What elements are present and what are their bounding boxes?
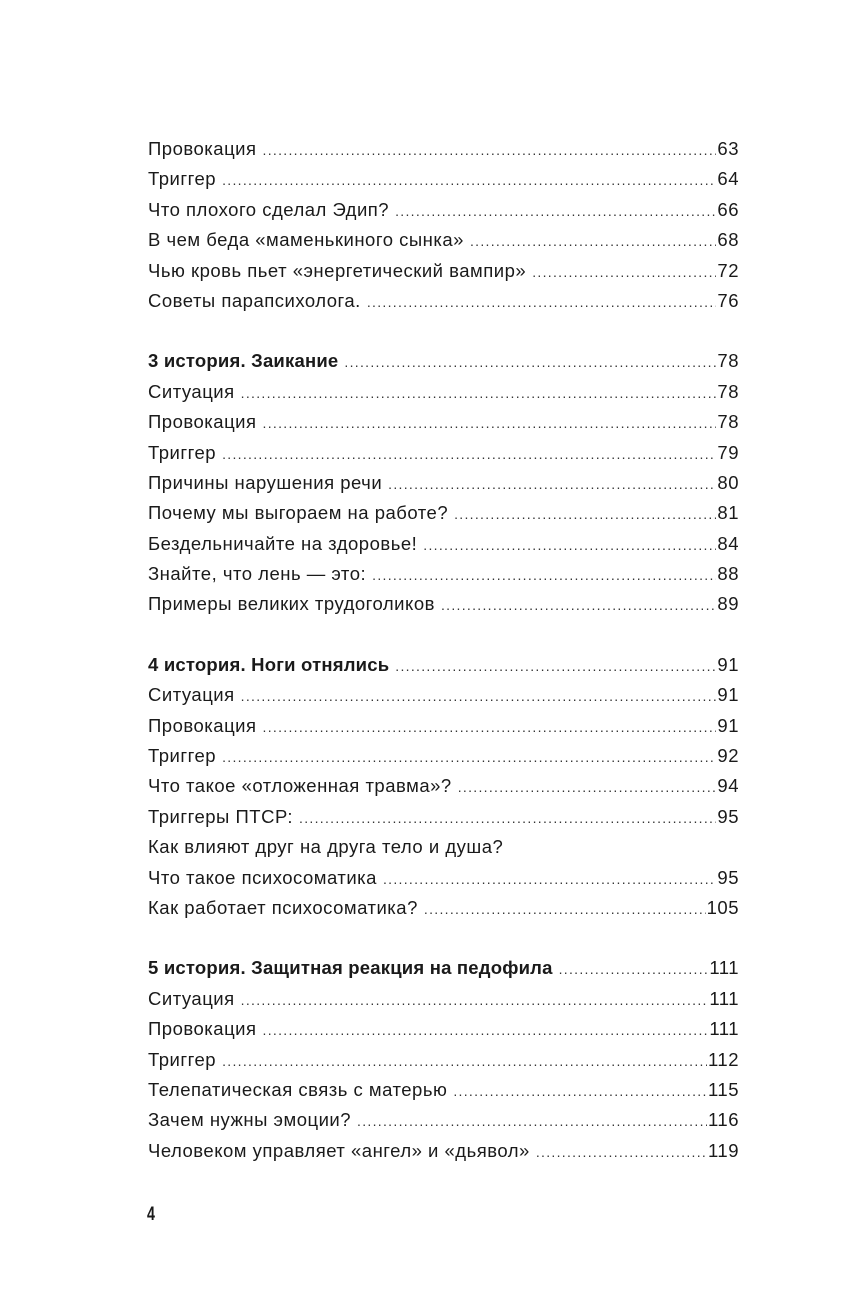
dot-leader [395, 651, 716, 681]
toc-entry-page: 116 [708, 1109, 739, 1131]
toc-entry-title: Ситуация [148, 380, 235, 402]
toc-entry [148, 1075, 739, 1105]
dot-leader [299, 803, 716, 833]
toc-entry-page: 81 [717, 502, 739, 524]
dot-leader [424, 894, 706, 924]
dot-leader [470, 226, 716, 256]
toc-entry-page: 112 [708, 1048, 739, 1070]
dot-leader [458, 772, 717, 802]
toc-heading-title: 3 история. Заикание [148, 350, 339, 372]
toc-entry-title: Знайте, что лень — это: [148, 563, 367, 585]
toc-entry-title: Как работает психосоматика? [148, 896, 418, 918]
toc-group [148, 134, 739, 316]
toc-entry-page: 76 [717, 289, 739, 311]
toc-entry [148, 802, 739, 832]
toc-entry-title: В чем беда «маменькиного сынка» [148, 229, 464, 251]
dot-leader [241, 681, 717, 711]
toc-entry-title: Ситуация [148, 684, 235, 706]
toc-entry [148, 498, 739, 528]
toc-entry-title: Что такое психосоматика [148, 866, 377, 888]
toc-entry-title: Зачем нужны эмоции? [148, 1109, 352, 1131]
dot-leader [383, 864, 716, 894]
toc-entry-page: 66 [717, 198, 739, 220]
dot-leader [559, 954, 709, 984]
dot-leader [263, 135, 717, 165]
toc-entry-page: 105 [706, 896, 739, 918]
toc-entry [148, 1105, 739, 1135]
toc-entry-page: 94 [717, 775, 739, 797]
toc-entry [148, 468, 739, 498]
toc-heading-title: 4 история. Ноги отнялись [148, 653, 390, 675]
toc-entry-page: 95 [717, 805, 739, 827]
toc-entry-title: Триггер [148, 745, 217, 767]
toc-entry [148, 164, 739, 194]
toc-chapter-heading [148, 953, 739, 983]
dot-leader [536, 1137, 707, 1167]
toc-entry-title: Как влияют друг на друга тело и душа? [148, 836, 504, 858]
dot-leader [241, 378, 717, 408]
toc-entry-title: Что такое «отложенная травма»? [148, 775, 452, 797]
toc-entry-title: Причины нарушения речи [148, 471, 383, 493]
toc-entry [148, 893, 739, 923]
toc-entry-page: 111 [709, 987, 739, 1009]
toc-entry [148, 134, 739, 164]
toc-entry [148, 741, 739, 771]
dot-leader [532, 257, 716, 287]
toc-entry [148, 1136, 739, 1166]
toc-entry [148, 832, 739, 862]
toc-entry-page: 119 [708, 1139, 739, 1161]
toc-entry-title: Примеры великих трудоголиков [148, 593, 435, 615]
toc-chapter-heading [148, 346, 739, 376]
toc-group [148, 953, 739, 1166]
toc-entry [148, 1045, 739, 1075]
dot-leader [367, 287, 717, 317]
toc-entry-title: Почему мы выгораем на работе? [148, 502, 449, 524]
toc-entry-page: 89 [717, 593, 739, 615]
toc-entry [148, 377, 739, 407]
dot-leader [222, 1046, 707, 1076]
toc-entry-title: Советы парапсихолога. [148, 289, 361, 311]
toc-group [148, 650, 739, 924]
toc-entry [148, 438, 739, 468]
dot-leader [222, 165, 716, 195]
toc-entry-page: 78 [717, 380, 739, 402]
toc-entry-page: 79 [717, 441, 739, 463]
toc-entry-page: 91 [717, 714, 739, 736]
dot-leader [222, 742, 716, 772]
toc-group [148, 346, 739, 620]
dot-leader [241, 985, 709, 1015]
toc-entry [148, 984, 739, 1014]
toc-entry-page: 115 [708, 1078, 739, 1100]
toc-heading-page: 78 [717, 350, 739, 372]
dot-leader [454, 499, 716, 529]
toc-entry [148, 225, 739, 255]
toc-entry-page: 64 [717, 168, 739, 190]
toc-entry [148, 863, 739, 893]
toc-entry-title: Ситуация [148, 987, 235, 1009]
dot-leader [263, 712, 717, 742]
dot-leader [423, 530, 716, 560]
toc-entry-page: 91 [717, 684, 739, 706]
toc-entry-page: 68 [717, 229, 739, 251]
table-of-contents [148, 134, 739, 1166]
toc-entry-title: Телепатическая связь с матерью [148, 1078, 448, 1100]
toc-heading-page: 91 [717, 653, 739, 675]
dot-leader [263, 1015, 709, 1045]
toc-heading-title: 5 история. Защитная реакция на педофила [148, 957, 553, 979]
toc-entry-title: Триггер [148, 441, 217, 463]
toc-entry-page: 95 [717, 866, 739, 888]
dot-leader [395, 196, 716, 226]
toc-entry-page: 80 [717, 471, 739, 493]
toc-entry-title: Провокация [148, 138, 257, 159]
page-number: 4 [147, 1204, 155, 1225]
toc-entry [148, 680, 739, 710]
toc-entry-title: Провокация [148, 411, 257, 433]
dot-leader [453, 1076, 707, 1106]
dot-leader [344, 347, 716, 377]
toc-entry [148, 771, 739, 801]
toc-entry-title: Провокация [148, 714, 257, 736]
toc-entry-title: Триггер [148, 1048, 217, 1070]
toc-entry-title: Провокация [148, 1018, 257, 1040]
toc-chapter-heading [148, 650, 739, 680]
toc-entry-page: 92 [717, 745, 739, 767]
toc-entry-page: 72 [717, 259, 739, 281]
toc-entry-page: 111 [709, 1018, 739, 1040]
toc-entry [148, 711, 739, 741]
toc-entry [148, 589, 739, 619]
dot-leader [388, 469, 716, 499]
dot-leader [441, 590, 716, 620]
dot-leader [222, 439, 716, 469]
toc-entry-title: Что плохого сделал Эдип? [148, 198, 390, 220]
toc-entry [148, 407, 739, 437]
toc-entry-page: 78 [717, 411, 739, 433]
toc-entry-title: Триггеры ПТСР: [148, 805, 294, 827]
toc-entry-title: Триггер [148, 168, 217, 190]
toc-entry [148, 195, 739, 225]
toc-entry-page: 84 [717, 532, 739, 554]
toc-entry [148, 256, 739, 286]
toc-entry [148, 529, 739, 559]
toc-entry-page: 88 [717, 563, 739, 585]
toc-entry-page: 63 [717, 138, 739, 159]
toc-entry-title: Бездельничайте на здоровье! [148, 532, 418, 554]
toc-entry-title: Чью кровь пьет «энергетический вампир» [148, 259, 527, 281]
dot-leader [263, 408, 717, 438]
toc-heading-page: 111 [709, 957, 739, 979]
toc-entry-title: Человеком управляет «ангел» и «дьявол» [148, 1139, 530, 1161]
toc-entry [148, 1014, 739, 1044]
toc-entry [148, 286, 739, 316]
dot-leader [357, 1106, 707, 1136]
dot-leader [372, 560, 716, 590]
toc-entry [148, 559, 739, 589]
